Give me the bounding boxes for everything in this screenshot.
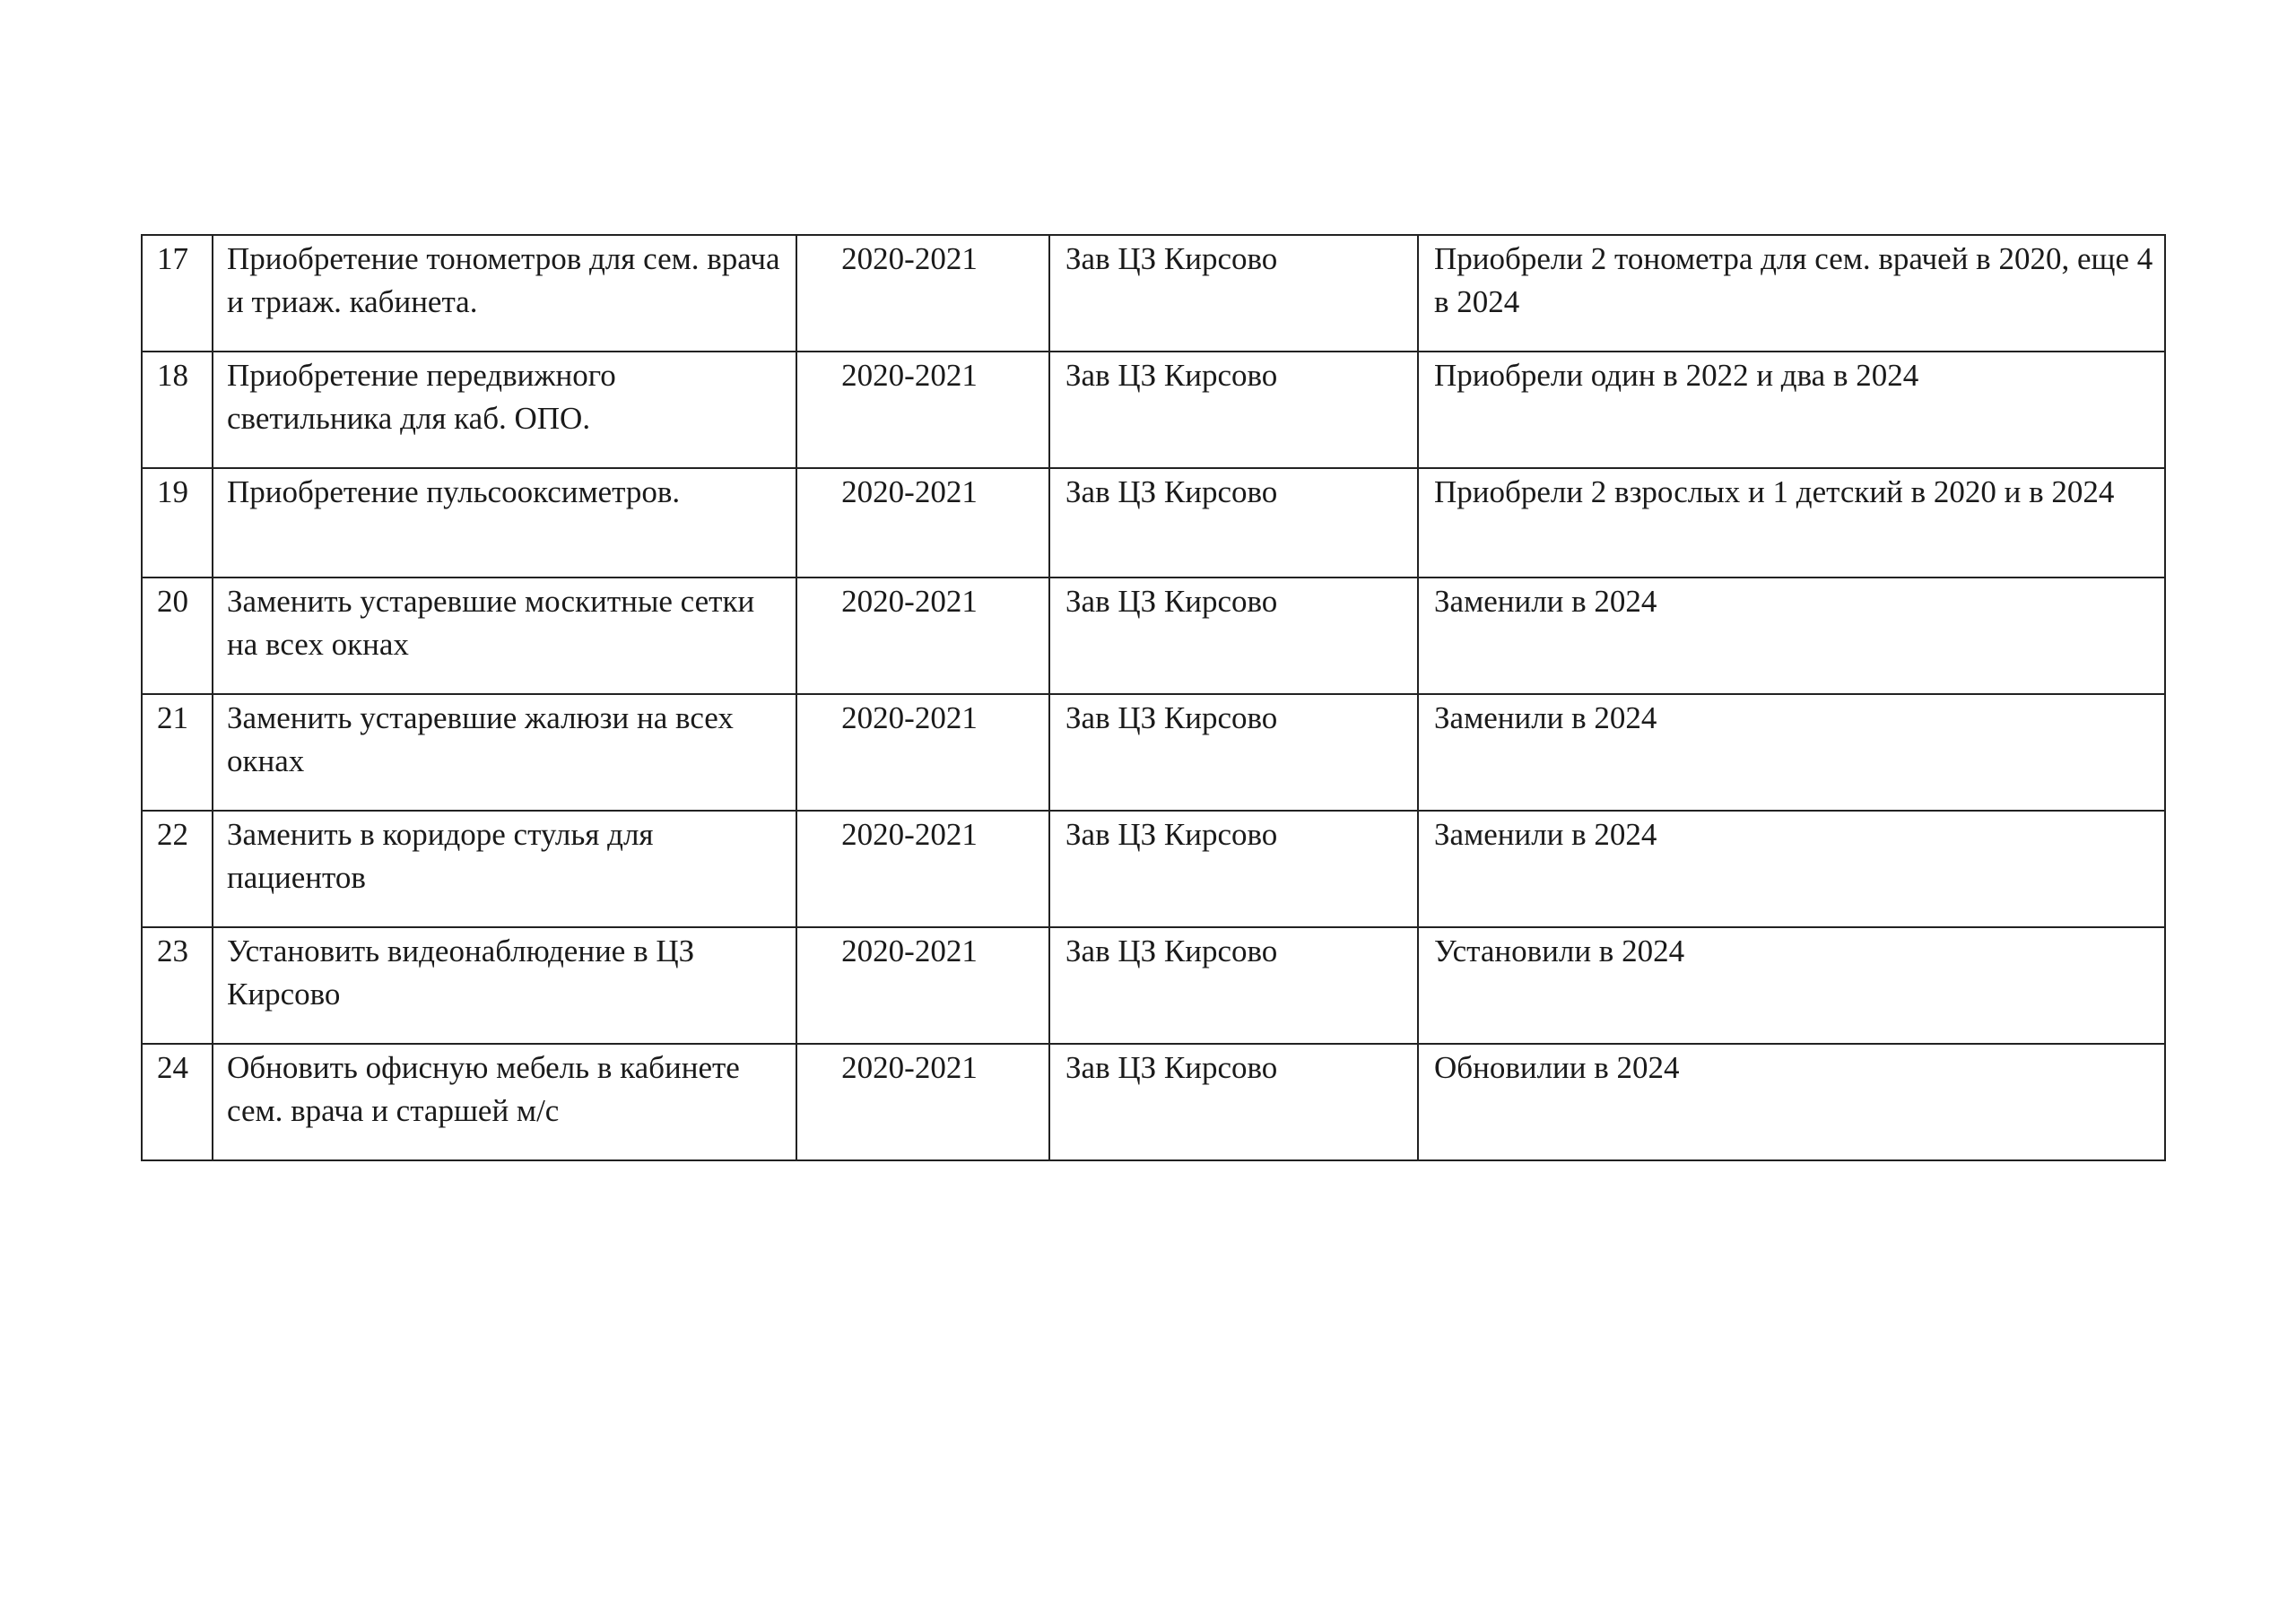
row-number: 17: [142, 235, 213, 352]
responsible-cell: Зав ЦЗ Кирсово: [1049, 352, 1418, 468]
responsible-cell: Зав ЦЗ Кирсово: [1049, 578, 1418, 694]
result-cell: Приобрели один в 2022 и два в 2024: [1418, 352, 2165, 468]
task-cell: Приобретение передвижного светильника для каб. ОПО.: [213, 352, 796, 468]
action-plan-table: [141, 234, 2166, 1161]
task-cell: Заменить в коридоре стулья для пациентов: [213, 811, 796, 927]
task-cell: Приобретение тонометров для сем. врача и триаж. кабинета.: [213, 235, 796, 352]
row-number: 20: [142, 578, 213, 694]
result-cell: Приобрели 2 тонометра для сем. врачей в 2020, еще 4 в 2024: [1418, 235, 2165, 352]
table-row: [142, 468, 2165, 578]
result-cell: Заменили в 2024: [1418, 811, 2165, 927]
term-cell: 2020-2021: [796, 352, 1049, 468]
task-cell: Заменить устаревшие жалюзи на всех окнах: [213, 694, 796, 811]
term-cell: 2020-2021: [796, 468, 1049, 578]
table-row: [142, 352, 2165, 468]
table-row: [142, 1044, 2165, 1160]
table-row: [142, 811, 2165, 927]
responsible-cell: Зав ЦЗ Кирсово: [1049, 1044, 1418, 1160]
responsible-cell: Зав ЦЗ Кирсово: [1049, 468, 1418, 578]
row-number: 18: [142, 352, 213, 468]
row-number: 24: [142, 1044, 213, 1160]
table-row: [142, 694, 2165, 811]
responsible-cell: Зав ЦЗ Кирсово: [1049, 235, 1418, 352]
result-cell: Заменили в 2024: [1418, 694, 2165, 811]
responsible-cell: Зав ЦЗ Кирсово: [1049, 811, 1418, 927]
term-cell: 2020-2021: [796, 235, 1049, 352]
row-number: 21: [142, 694, 213, 811]
row-number: 23: [142, 927, 213, 1044]
result-cell: Установили в 2024: [1418, 927, 2165, 1044]
task-cell: Обновить офисную мебель в кабинете сем. врача и старшей м/с: [213, 1044, 796, 1160]
task-cell: Установить видеонаблюдение в ЦЗ Кирсово: [213, 927, 796, 1044]
table-row: [142, 927, 2165, 1044]
term-cell: 2020-2021: [796, 811, 1049, 927]
term-cell: 2020-2021: [796, 927, 1049, 1044]
result-cell: Приобрели 2 взрослых и 1 детский в 2020 и в 2024: [1418, 468, 2165, 578]
table-row: [142, 578, 2165, 694]
task-cell: Заменить устаревшие москитные сетки на всех окнах: [213, 578, 796, 694]
responsible-cell: Зав ЦЗ Кирсово: [1049, 927, 1418, 1044]
term-cell: 2020-2021: [796, 694, 1049, 811]
responsible-cell: Зав ЦЗ Кирсово: [1049, 694, 1418, 811]
term-cell: 2020-2021: [796, 1044, 1049, 1160]
row-number: 19: [142, 468, 213, 578]
row-number: 22: [142, 811, 213, 927]
term-cell: 2020-2021: [796, 578, 1049, 694]
result-cell: Обновилии в 2024: [1418, 1044, 2165, 1160]
result-cell: Заменили в 2024: [1418, 578, 2165, 694]
table-row: [142, 235, 2165, 352]
task-cell: Приобретение пульсооксиметров.: [213, 468, 796, 578]
